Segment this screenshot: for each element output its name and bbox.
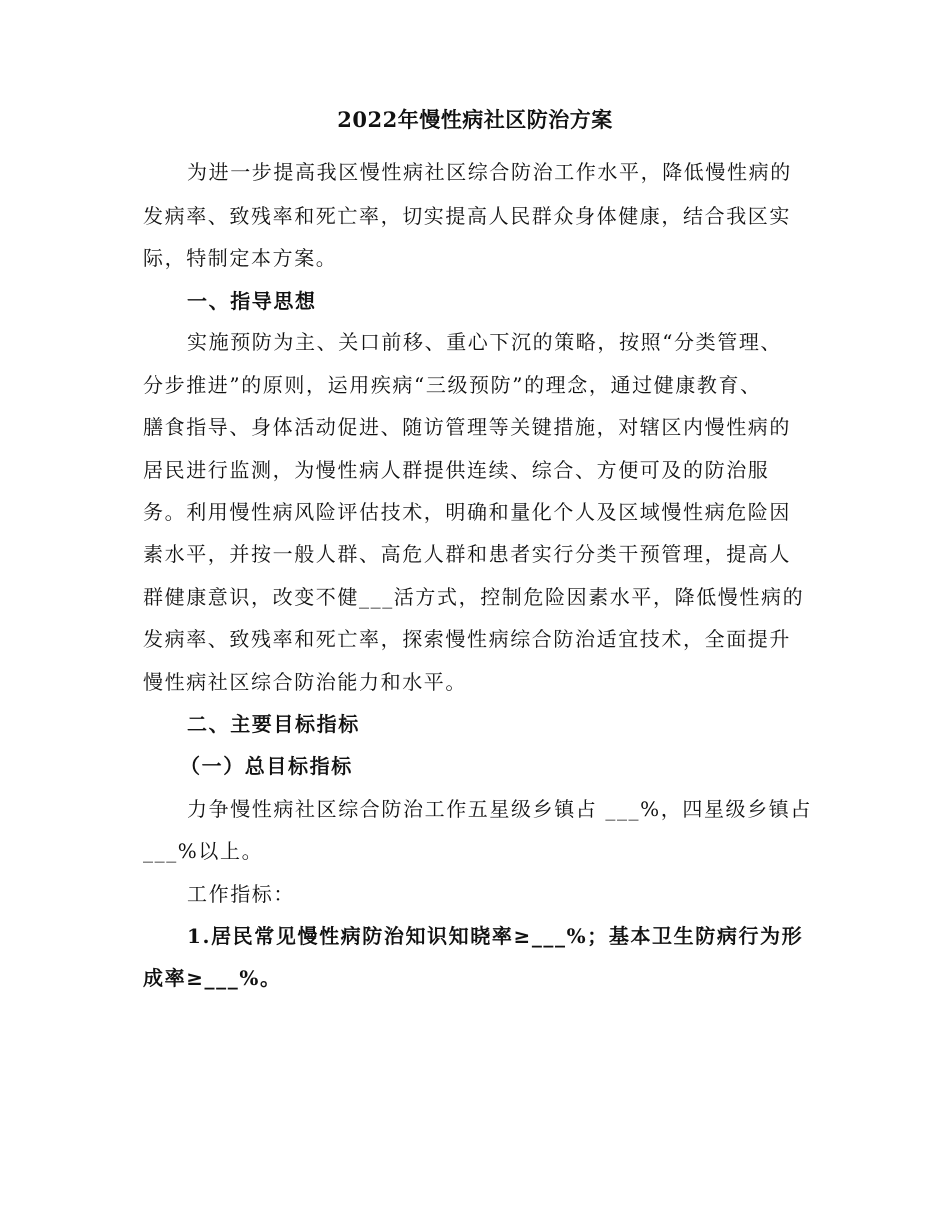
paragraph-line-1: 实施预防为主、关口前移、重心下沉的策略，按照“分类管理、 bbox=[187, 330, 783, 354]
section-heading-guiding-thought: 一、指导思想 bbox=[187, 289, 317, 313]
section-heading-main-targets: 二、主要目标指标 bbox=[187, 712, 360, 736]
paragraph-line-6: 素水平，并按一般人群、高危人群和患者实行分类干预管理，提高人 bbox=[143, 542, 791, 566]
paragraph-line-9: 慢性病社区综合防治能力和水平。 bbox=[143, 670, 467, 694]
target-line-2: ___%以上。 bbox=[143, 839, 264, 863]
subsection-heading-overall-targets: （一）总目标指标 bbox=[180, 754, 353, 778]
indicator-item-1-line-1: 1.居民常见慢性病防治知识知晓率≥___%；基本卫生防病行为形 bbox=[187, 924, 804, 948]
intro-line-1: 为进一步提高我区慢性病社区综合防治工作水平，降低慢性病的 bbox=[187, 160, 792, 184]
target-line-1: 力争慢性病社区综合防治工作五星级乡镇占 ___%，四星级乡镇占 bbox=[187, 797, 812, 821]
paragraph-line-7: 群健康意识，改变不健___活方式，控制危险因素水平，降低慢性病的 bbox=[143, 585, 805, 609]
paragraph-line-3: 膳食指导、身体活动促进、随访管理等关键措施，对辖区内慢性病的 bbox=[143, 415, 791, 439]
paragraph-line-5: 务。利用慢性病风险评估技术，明确和量化个人及区域慢性病危险因 bbox=[143, 500, 791, 524]
intro-line-3: 际，特制定本方案。 bbox=[143, 246, 338, 270]
intro-line-2: 发病率、致残率和死亡率，切实提高人民群众身体健康，结合我区实 bbox=[143, 204, 791, 228]
paragraph-line-8: 发病率、致残率和死亡率，探索慢性病综合防治适宜技术，全面提升 bbox=[143, 627, 791, 651]
work-indicators-label: 工作指标： bbox=[187, 882, 295, 906]
paragraph-line-2: 分步推进”的原则，运用疾病“三级预防”的理念，通过健康教育、 bbox=[143, 373, 762, 397]
document-title: 2022年慢性病社区防治方案 bbox=[337, 107, 613, 132]
indicator-item-1-line-2: 成率≥___%。 bbox=[143, 966, 282, 990]
paragraph-line-4: 居民进行监测，为慢性病人群提供连续、综合、方便可及的防治服 bbox=[143, 458, 770, 482]
